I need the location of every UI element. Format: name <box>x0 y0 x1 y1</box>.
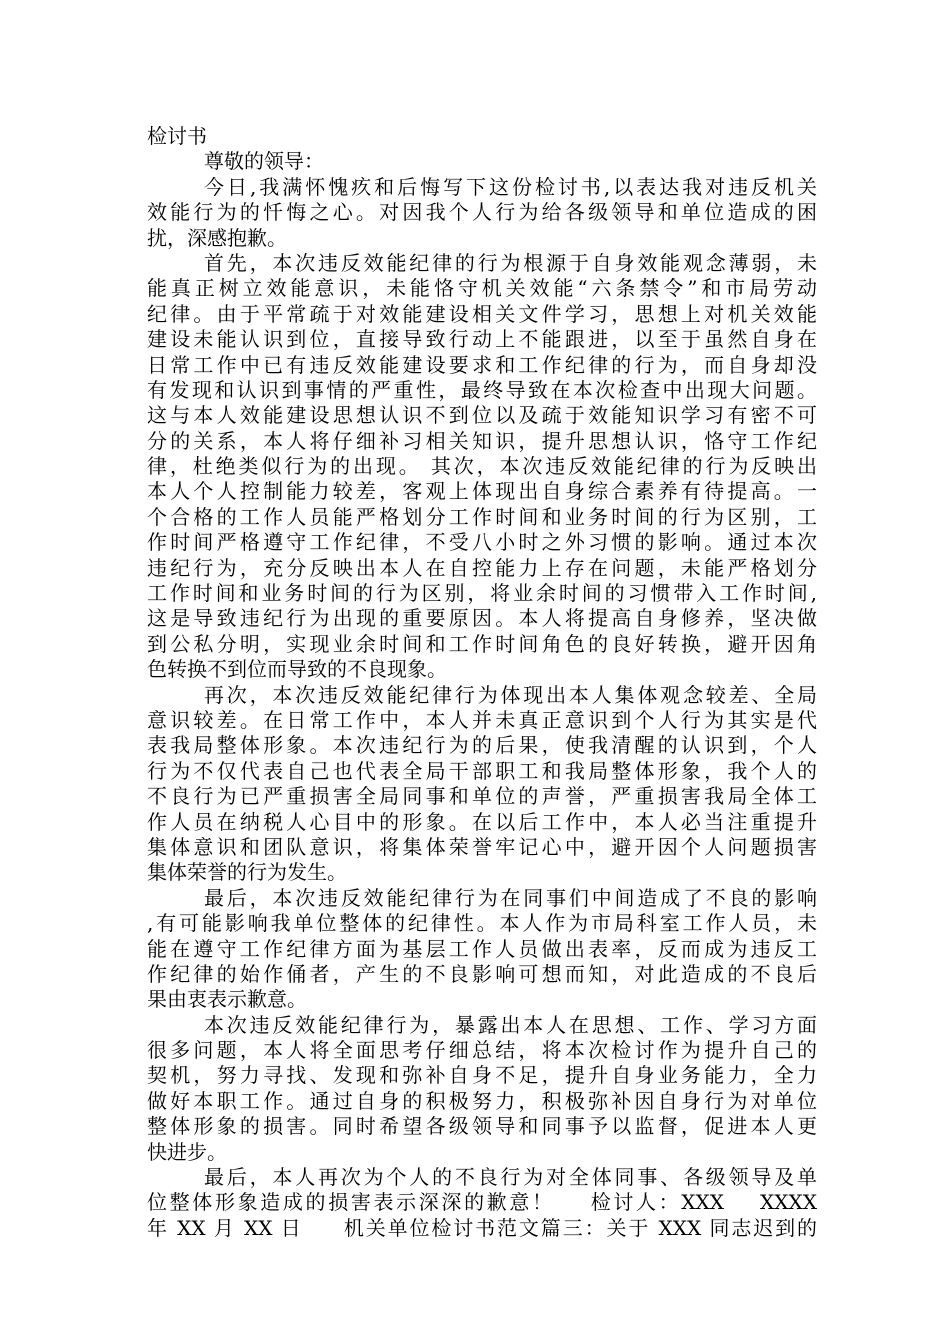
text-line: 作纪律的始作俑者，产生的不良影响可想而知，对此造成的不良后 <box>147 961 817 986</box>
text-line: 表我局整体形象。本次违纪行为的后果，使我清醒的认识到，个人 <box>147 733 817 758</box>
text-line: 做好本职工作。通过自身的积极努力，积极弥补因自身行为对单位 <box>147 1088 817 1113</box>
text-line: 最后，本人再次为个人的不良行为对全体同事、各级领导及单 <box>204 1165 817 1190</box>
document-page <box>147 124 817 1241</box>
text-line: 能在遵守工作纪律方面为基层工作人员做出表率，反而成为违反工 <box>147 936 817 961</box>
text-line: 很多问题，本人将全面思考仔细总结，将本次检讨作为提升自己的 <box>147 1038 817 1063</box>
text-line: 年 XX 月 XX 日 机关单位检讨书范文篇三：关于 XXX 同志迟到的 <box>147 1215 817 1240</box>
text-line: 这是导致违纪行为出现的重要原因。本人将提高自身修养，坚决做 <box>147 606 817 631</box>
text-line: 作人员在纳税人心目中的形象。在以后工作中，本人必当注重提升 <box>147 809 817 834</box>
text-line: 作时间严格遵守工作纪律，不受八小时之外习惯的影响。通过本次 <box>147 530 817 555</box>
text-line: 有发现和认识到事情的严重性，最终导致在本次检查中出现大问题。 <box>147 377 817 402</box>
text-line: ,有可能影响我单位整体的纪律性。本人作为市局科室工作人员，未 <box>147 911 817 936</box>
text-line: 集体荣誉的行为发生。 <box>147 860 347 885</box>
text-line: 契机，努力寻找、发现和弥补自身不足，提升自身业务能力，全力 <box>147 1063 817 1088</box>
text-line: 果由衷表示歉意。 <box>147 987 307 1012</box>
text-line: 能真正树立效能意识，未能恪守机关效能“六条禁令”和市局劳动 <box>147 276 817 301</box>
text-line: 建设未能认识到位，直接导致行动上不能跟进，以至于虽然自身在 <box>147 327 817 352</box>
text-line: 再次，本次违反效能纪律行为体现出本人集体观念较差、全局 <box>204 682 817 707</box>
text-line: 纪律。由于平常疏于对效能建设相关文件学习，思想上对机关效能 <box>147 301 817 326</box>
text-line: 首先，本次违反效能纪律的行为根源于自身效能观念薄弱，未 <box>204 250 817 275</box>
text-line: 本次违反效能纪律行为，暴露出本人在思想、工作、学习方面 <box>204 1012 817 1037</box>
text-line: 行为不仅代表自己也代表全局干部职工和我局整体形象，我个人的 <box>147 758 817 783</box>
text-line: 违纪行为，充分反映出本人在自控能力上存在问题，未能严格划分 <box>147 555 817 580</box>
text-line: 不良行为已严重损害全局同事和单位的声誉，严重损害我局全体工 <box>147 784 817 809</box>
text-line: 效能行为的忏悔之心。对因我个人行为给各级领导和单位造成的困 <box>147 200 817 225</box>
text-line: 集体意识和团队意识，将集体荣誉牢记心中，避开因个人问题损害 <box>147 834 817 859</box>
text-line: 意识较差。在日常工作中，本人并未真正意识到个人行为其实是代 <box>147 707 817 732</box>
text-line: 个合格的工作人员能严格划分工作时间和业务时间的行为区别，工 <box>147 504 817 529</box>
text-line: 这与本人效能建设思想认识不到位以及疏于效能知识学习有密不可 <box>147 403 817 428</box>
text-line: 律，杜绝类似行为的出现。 其次，本次违反效能纪律的行为反映出 <box>147 454 817 479</box>
text-line: 最后，本次违反效能纪律行为在同事们中间造成了不良的影响 <box>204 885 817 910</box>
document-title: 检讨书 <box>147 124 207 148</box>
text-line: 位整体形象造成的损害表示深深的歉意！ 检讨人：XXX XXXX <box>147 1190 817 1215</box>
text-line: 快进步。 <box>147 1139 227 1164</box>
text-line: 今日,我满怀愧疚和后悔写下这份检讨书,以表达我对违反机关 <box>204 174 817 199</box>
text-line: 扰，深感抱歉。 <box>147 225 287 250</box>
text-line: 本人个人控制能力较差，客观上体现出自身综合素养有待提高。一 <box>147 479 817 504</box>
text-line: 分的关系，本人将仔细补习相关知识，提升思想认识，恪守工作纪 <box>147 428 817 453</box>
text-line: 色转换不到位而导致的不良现象。 <box>147 657 447 682</box>
document-body <box>147 149 817 1241</box>
text-line: 日常工作中已有违反效能建设要求和工作纪律的行为，而自身却没 <box>147 352 817 377</box>
text-line: 工作时间和业务时间的行为区别，将业余时间的习惯带入工作时间, <box>147 581 817 606</box>
text-line: 整体形象的损害。同时希望各级领导和同事予以监督，促进本人更 <box>147 1114 817 1139</box>
text-line: 到公私分明，实现业余时间和工作时间角色的良好转换，避开因角 <box>147 631 817 656</box>
text-line: 尊敬的领导： <box>204 149 324 174</box>
